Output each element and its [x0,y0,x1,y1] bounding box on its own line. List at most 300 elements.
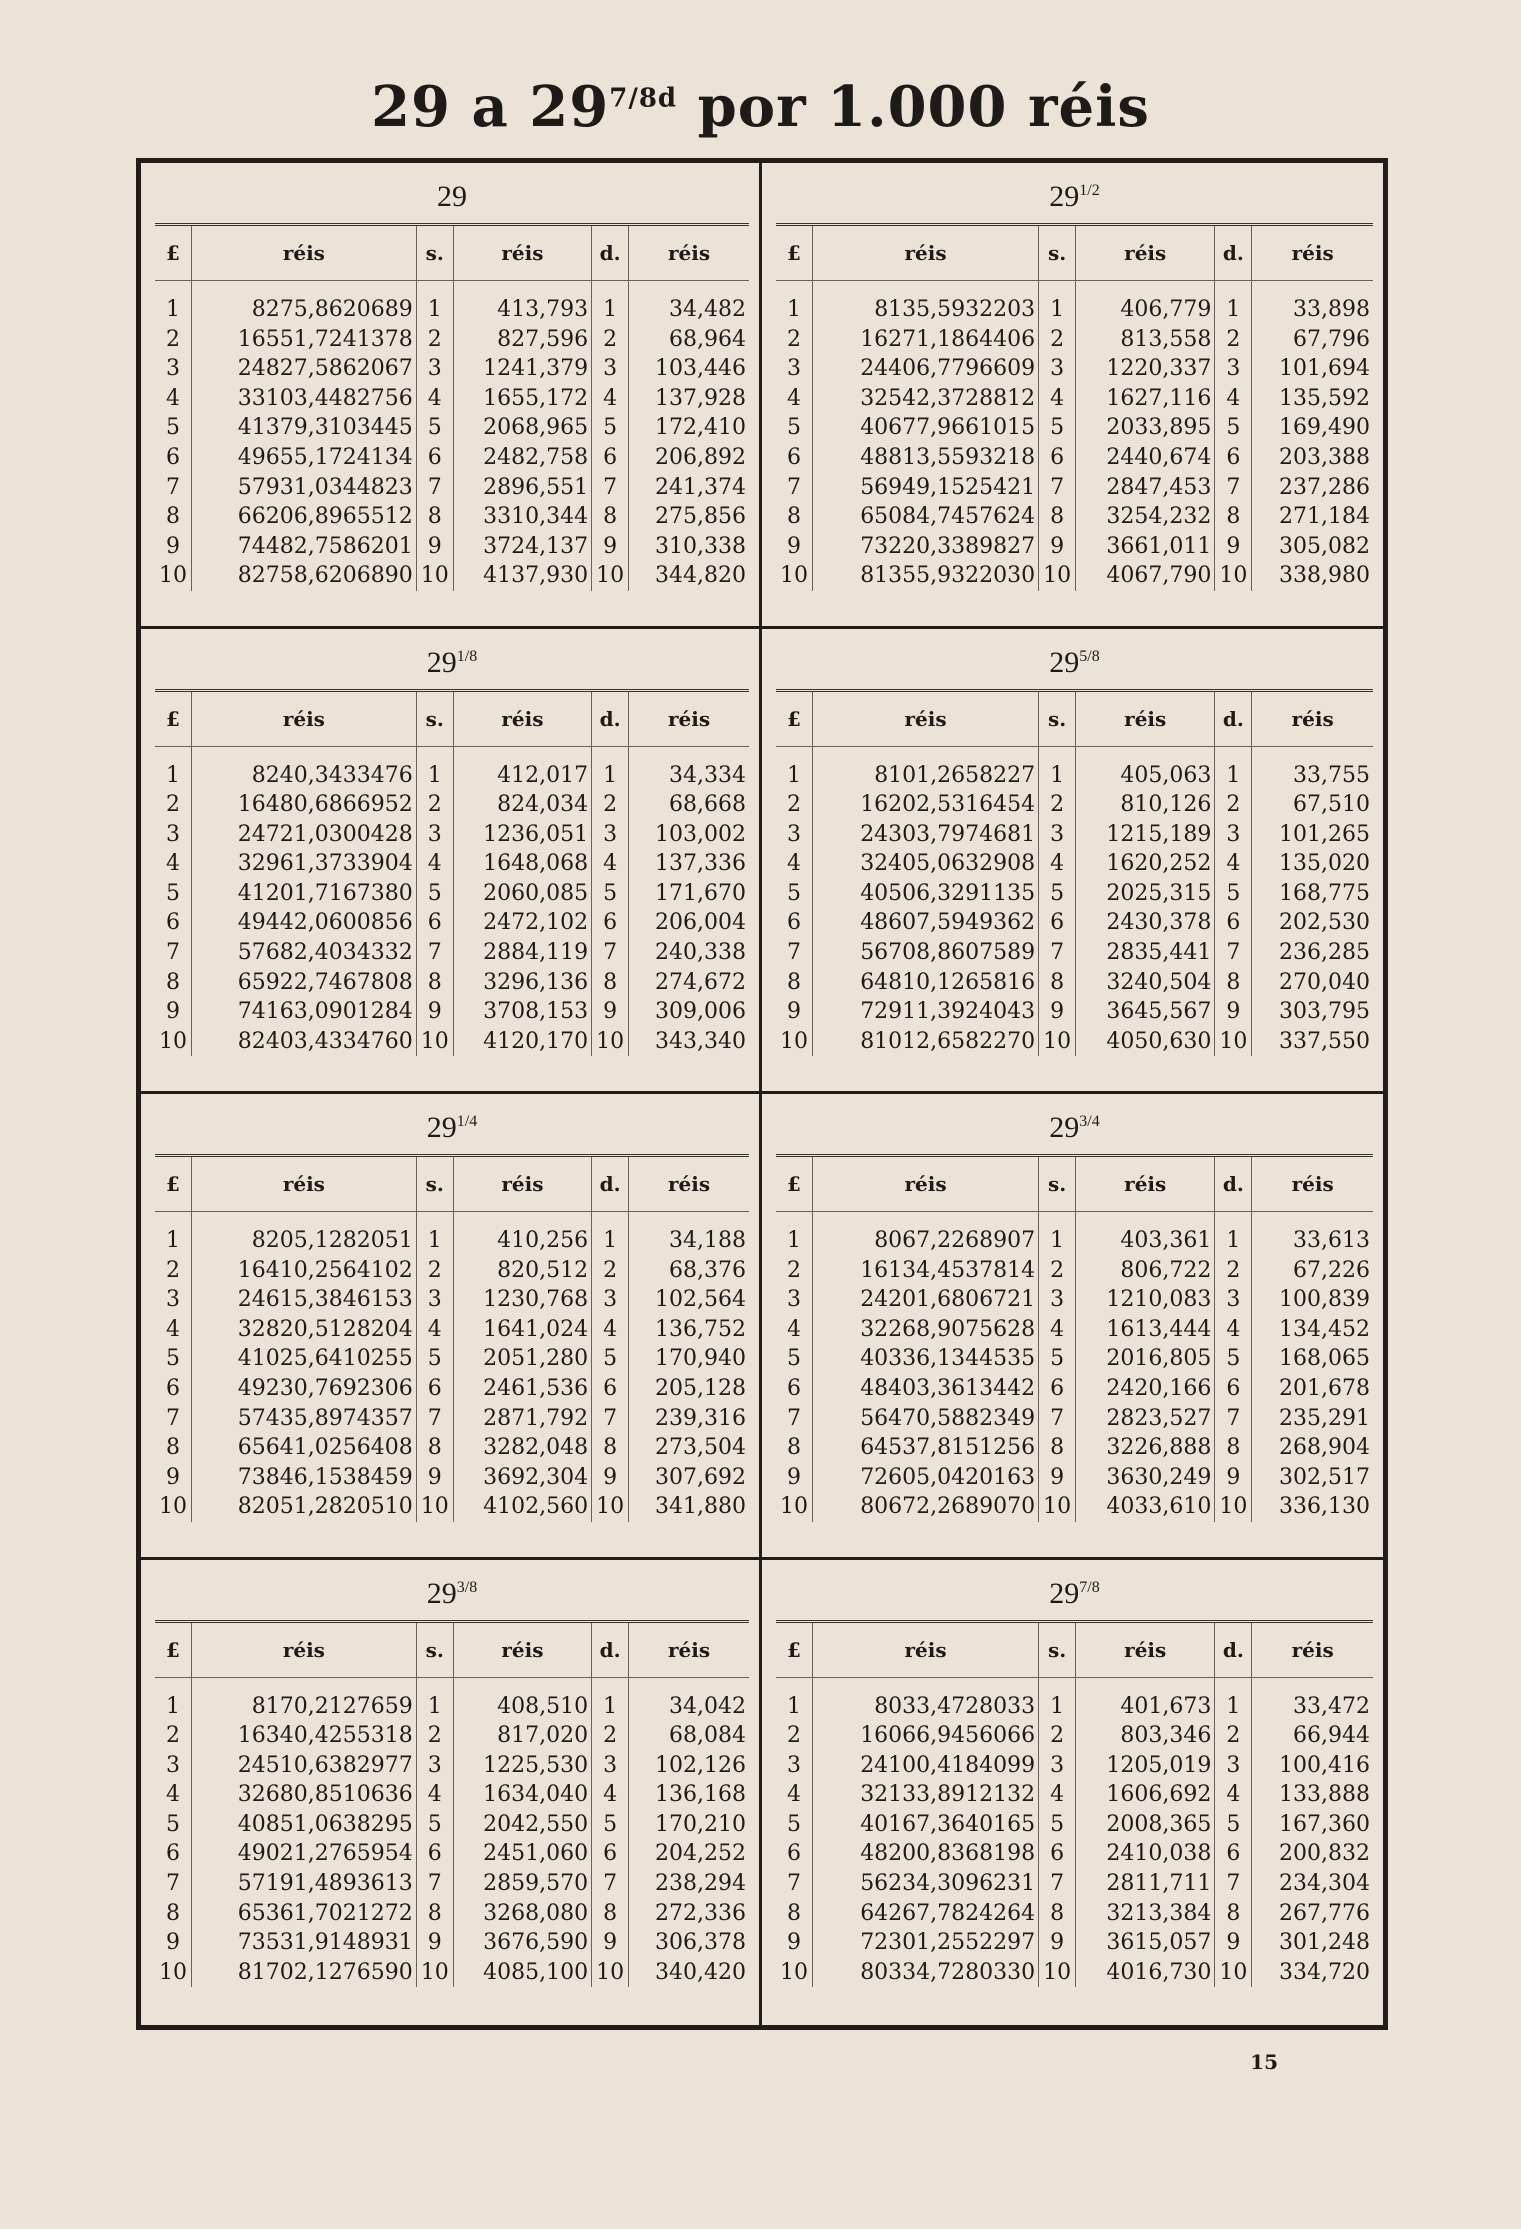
table-cell-value: 32542,3728812 [813,384,1039,414]
table-cell-value: 3615,057 [1076,1928,1215,1958]
table-cell-value: 3254,232 [1076,502,1215,532]
table-cell-value: 344,820 [655,563,746,589]
table-cell-quantity: 1 [592,281,629,325]
column-header-s: s. [416,226,453,281]
table-cell-value: 72605,0420163 [813,1463,1039,1493]
table-cell-quantity: 6 [416,1374,453,1404]
table-row [776,1899,1373,1929]
table-cell-value: 34,334 [669,762,746,788]
table-cell-value: 102,564 [655,1287,746,1313]
table-cell-quantity: 1 [1215,281,1252,325]
table-cell-value: 1634,040 [453,1780,591,1810]
table-cell-quantity: 4 [776,849,813,879]
table-cell-value: 33103,4482756 [192,384,417,414]
table-cell-quantity: 3 [592,1751,629,1781]
table-cell-value: 412,017 [453,746,591,790]
table-cell-quantity: 8 [416,502,453,532]
table-row [155,1810,749,1840]
table-cell-quantity: 10 [776,561,813,591]
table-cell-quantity: 9 [592,997,629,1027]
table-cell-value: 41201,7167380 [192,879,417,909]
table-row [776,1869,1373,1899]
table-cell-quantity: 9 [416,532,453,562]
table-cell-value: 74163,0901284 [192,997,417,1027]
table-cell-value: 24201,6806721 [813,1285,1039,1315]
table-cell-quantity: 7 [1039,938,1076,968]
table-cell-quantity: 4 [416,1315,453,1345]
table-cell-value: 40851,0638295 [192,1810,417,1840]
table-cell-quantity: 5 [1039,1810,1076,1840]
table-cell-value: 1205,019 [1076,1751,1215,1781]
table-cell-value: 80334,7280330 [813,1958,1039,1988]
table-cell-value: 4016,730 [1076,1958,1215,1988]
table-cell-value: 237,286 [1279,474,1370,500]
table-cell-quantity: 8 [155,1433,192,1463]
table-cell-value: 3310,344 [453,502,591,532]
table-cell-value: 48813,5593218 [813,443,1039,473]
column-header-pound: £ [155,692,192,747]
table-row [155,908,749,938]
table-row [776,502,1373,532]
table-cell-quantity: 8 [592,968,629,998]
column-header-pound: £ [155,1623,192,1678]
table-row [776,1751,1373,1781]
table-cell-quantity: 1 [1039,281,1076,325]
table-cell-value: 206,004 [655,910,746,936]
table-row [155,1256,749,1286]
page-number: 15 [1250,2050,1278,2074]
table-cell-quantity: 9 [776,997,813,1027]
table-cell-quantity: 3 [1215,354,1252,384]
table-cell-value: 65361,7021272 [192,1899,417,1929]
table-cell-value: 1230,768 [453,1285,591,1315]
table-cell-quantity: 6 [1215,443,1252,473]
table-cell-quantity: 3 [1039,354,1076,384]
table-row [776,1344,1373,1374]
table-cell-value: 24721,0300428 [192,820,417,850]
table-cell-value: 2440,674 [1076,443,1215,473]
table-cell-quantity: 8 [416,1433,453,1463]
table-cell-value: 68,964 [669,326,746,352]
table-cell-value: 8101,2658227 [813,746,1039,790]
table-cell-value: 200,832 [1279,1841,1370,1867]
table-cell-quantity: 9 [592,532,629,562]
table-cell-quantity: 7 [776,938,813,968]
table-cell-value: 238,294 [655,1871,746,1897]
table-cell-value: 1241,379 [453,354,591,384]
column-header-reis: réis [629,692,749,747]
table-cell-quantity: 5 [592,1810,629,1840]
table-cell-quantity: 5 [155,879,192,909]
table-cell-quantity: 2 [1039,325,1076,355]
table-row [776,820,1373,850]
table-row [155,849,749,879]
table-cell-quantity: 2 [155,325,192,355]
table-cell-quantity: 5 [1039,413,1076,443]
table-cell-value: 41379,3103445 [192,413,417,443]
table-cell-quantity: 9 [1215,532,1252,562]
table-cell-quantity: 6 [1215,1374,1252,1404]
table-cell-value: 274,672 [655,969,746,995]
table-cell-value: 16271,1864406 [813,325,1039,355]
rate-block [141,1094,762,1560]
table-row [155,938,749,968]
table-cell-quantity: 1 [416,746,453,790]
table-cell-value: 172,410 [655,415,746,441]
table-cell-value: 813,558 [1076,325,1215,355]
table-cell-quantity: 1 [592,1677,629,1721]
rate-fraction: 1/4 [456,1113,478,1130]
column-header-reis: réis [192,692,417,747]
table-row [155,1869,749,1899]
table-cell-quantity: 6 [592,1374,629,1404]
column-header-s: s. [1039,1623,1076,1678]
table-cell-quantity: 4 [1215,1780,1252,1810]
table-row [155,1315,749,1345]
rate-block [762,629,1383,1095]
table-cell-quantity: 6 [416,908,453,938]
table-cell-quantity: 6 [776,443,813,473]
table-row [776,1027,1373,1057]
table-cell-quantity: 10 [416,1027,453,1057]
table-row [155,997,749,1027]
table-cell-quantity: 2 [416,790,453,820]
rate-block [762,1094,1383,1560]
table-cell-value: 32680,8510636 [192,1780,417,1810]
table-cell-value: 32133,8912132 [813,1780,1039,1810]
table-cell-value: 65922,7467808 [192,968,417,998]
table-row [155,354,749,384]
table-cell-quantity: 2 [1039,790,1076,820]
table-cell-quantity: 1 [776,746,813,790]
table-cell-value: 2859,570 [453,1869,591,1899]
table-row [155,473,749,503]
table-cell-quantity: 6 [776,1839,813,1869]
table-cell-quantity: 10 [155,1492,192,1522]
table-cell-quantity: 6 [155,1374,192,1404]
table-cell-value: 2835,441 [1076,938,1215,968]
table-cell-value: 824,034 [453,790,591,820]
table-cell-value: 167,360 [1279,1811,1370,1837]
column-header-d: d. [592,226,629,281]
table-row [776,1958,1373,1988]
column-header-d: d. [592,1623,629,1678]
table-cell-quantity: 4 [776,384,813,414]
table-cell-quantity: 8 [155,502,192,532]
table-cell-quantity: 5 [592,413,629,443]
table-cell-value: 137,336 [655,851,746,877]
table-cell-quantity: 10 [1215,1492,1252,1522]
table-cell-value: 49230,7692306 [192,1374,417,1404]
table-cell-value: 67,510 [1293,792,1370,818]
table-cell-quantity: 4 [1215,1315,1252,1345]
table-row [155,1839,749,1869]
table-row [155,1721,749,1751]
table-cell-quantity: 2 [592,325,629,355]
table-cell-quantity: 7 [1039,1869,1076,1899]
table-cell-value: 2451,060 [453,1839,591,1869]
table-cell-quantity: 4 [155,1315,192,1345]
table-cell-value: 205,128 [655,1375,746,1401]
rate-block [141,629,762,1095]
table-cell-value: 170,210 [655,1811,746,1837]
table-row [155,1433,749,1463]
table-cell-value: 1613,444 [1076,1315,1215,1345]
table-cell-value: 2042,550 [453,1810,591,1840]
page-title [0,74,1521,140]
table-cell-quantity: 8 [1039,1899,1076,1929]
table-cell-value: 236,285 [1279,940,1370,966]
column-header-reis: réis [813,226,1039,281]
table-cell-quantity: 3 [416,354,453,384]
table-cell-quantity: 5 [155,1810,192,1840]
table-cell-quantity: 10 [776,1958,813,1988]
table-cell-quantity: 8 [155,968,192,998]
table-row [155,384,749,414]
table-cell-value: 241,374 [655,474,746,500]
table-cell-quantity: 4 [776,1315,813,1345]
rate-base: 29 [426,1576,457,1610]
column-header-d: d. [1215,1157,1252,1212]
table-cell-value: 32268,9075628 [813,1315,1039,1345]
table-cell-value: 4085,100 [453,1958,591,1988]
table-cell-quantity: 4 [592,384,629,414]
rate-table [155,226,749,591]
table-cell-value: 204,252 [655,1841,746,1867]
table-cell-value: 57191,4893613 [192,1869,417,1899]
table-cell-quantity: 6 [1215,908,1252,938]
table-cell-quantity: 10 [776,1492,813,1522]
column-header-reis: réis [629,1623,749,1678]
table-cell-value: 16340,4255318 [192,1721,417,1751]
table-cell-value: 302,517 [1279,1464,1370,1490]
table-cell-quantity: 7 [592,473,629,503]
table-cell-quantity: 7 [155,473,192,503]
table-cell-value: 2896,551 [453,473,591,503]
table-row [155,1344,749,1374]
table-cell-quantity: 8 [776,968,813,998]
table-cell-quantity: 5 [416,413,453,443]
table-cell-quantity: 7 [776,1404,813,1434]
rate-table [776,226,1373,591]
table-cell-value: 169,490 [1279,415,1370,441]
column-header-s: s. [1039,226,1076,281]
table-cell-value: 203,388 [1279,444,1370,470]
table-cell-quantity: 7 [592,1869,629,1899]
table-cell-quantity: 5 [1039,879,1076,909]
column-header-reis: réis [813,1623,1039,1678]
table-cell-value: 57682,4034332 [192,938,417,968]
table-row [155,790,749,820]
rate-fraction: 7/8 [1079,1578,1100,1596]
table-cell-value: 56949,1525421 [813,473,1039,503]
table-cell-value: 81355,9322030 [813,561,1039,591]
table-cell-quantity: 8 [776,502,813,532]
table-cell-value: 8135,5932203 [813,281,1039,325]
table-cell-quantity: 2 [592,1721,629,1751]
table-row [776,1256,1373,1286]
table-cell-value: 103,002 [655,821,746,847]
table-cell-quantity: 3 [776,1285,813,1315]
table-row [155,325,749,355]
column-header-reis: réis [1076,1623,1215,1678]
table-row [155,968,749,998]
table-cell-quantity: 6 [592,908,629,938]
table-cell-quantity: 2 [1215,1256,1252,1286]
table-cell-quantity: 3 [1039,820,1076,850]
table-cell-quantity: 9 [1039,1463,1076,1493]
table-cell-value: 3240,504 [1076,968,1215,998]
table-cell-value: 1655,172 [453,384,591,414]
table-row [776,1780,1373,1810]
table-row [155,1027,749,1057]
table-cell-value: 64537,8151256 [813,1433,1039,1463]
table-cell-value: 239,316 [655,1405,746,1431]
rate-block [141,1560,762,2026]
table-cell-quantity: 2 [155,790,192,820]
table-cell-value: 2482,758 [453,443,591,473]
table-cell-value: 307,692 [655,1464,746,1490]
table-cell-quantity: 6 [416,1839,453,1869]
table-cell-value: 67,226 [1293,1257,1370,1283]
column-header-reis: réis [1252,1623,1373,1678]
table-row [776,849,1373,879]
table-cell-value: 82403,4334760 [192,1027,417,1057]
table-cell-quantity: 4 [416,849,453,879]
column-header-reis: réis [192,1157,417,1212]
table-cell-quantity: 9 [776,1928,813,1958]
table-cell-quantity: 4 [1039,1315,1076,1345]
table-cell-quantity: 4 [1039,849,1076,879]
column-header-reis: réis [453,226,591,281]
table-cell-value: 806,722 [1076,1256,1215,1286]
rate-base: 29 [426,1111,457,1144]
table-cell-quantity: 9 [592,1463,629,1493]
table-cell-quantity: 4 [416,384,453,414]
table-cell-value: 2871,792 [453,1404,591,1434]
table-cell-value: 48403,3613442 [813,1374,1039,1404]
table-cell-value: 334,720 [1279,1959,1370,1985]
table-cell-quantity: 10 [592,1958,629,1988]
column-header-s: s. [416,1623,453,1678]
table-cell-value: 3708,153 [453,997,591,1027]
table-cell-value: 49021,2765954 [192,1839,417,1869]
column-header-pound: £ [776,1623,813,1678]
table-cell-quantity: 3 [592,354,629,384]
table-cell-value: 101,265 [1279,821,1370,847]
column-header-reis: réis [813,1157,1039,1212]
rate-fraction: 5/8 [1079,647,1100,665]
table-cell-quantity: 7 [592,1404,629,1434]
table-row [776,281,1373,325]
table-cell-value: 16480,6866952 [192,790,417,820]
table-cell-quantity: 5 [1215,879,1252,909]
table-cell-quantity: 3 [1215,1751,1252,1781]
table-cell-quantity: 1 [1039,1212,1076,1256]
table-cell-quantity: 8 [416,1899,453,1929]
table-cell-value: 803,346 [1076,1721,1215,1751]
table-cell-value: 3282,048 [453,1433,591,1463]
table-cell-value: 74482,7586201 [192,532,417,562]
table-cell-quantity: 5 [776,1344,813,1374]
table-cell-quantity: 1 [416,1212,453,1256]
table-cell-quantity: 5 [416,1344,453,1374]
table-cell-quantity: 2 [1215,325,1252,355]
table-cell-quantity: 9 [776,1463,813,1493]
table-cell-value: 100,839 [1279,1287,1370,1313]
table-cell-quantity: 9 [416,1928,453,1958]
table-cell-quantity: 7 [416,938,453,968]
table-cell-value: 56708,8607589 [813,938,1039,968]
table-cell-quantity: 5 [155,413,192,443]
column-header-d: d. [1215,226,1252,281]
table-cell-quantity: 4 [592,849,629,879]
rate-table [155,1623,749,1988]
table-cell-quantity: 1 [416,281,453,325]
column-header-reis: réis [1076,226,1215,281]
rate-base: 29 [1049,645,1080,679]
table-cell-quantity: 8 [1215,1433,1252,1463]
table-cell-value: 72301,2552297 [813,1928,1039,1958]
table-cell-quantity: 1 [1215,1677,1252,1721]
table-cell-quantity: 10 [155,1027,192,1057]
table-cell-value: 271,184 [1279,504,1370,530]
table-cell-value: 24303,7974681 [813,820,1039,850]
table-cell-quantity: 8 [155,1899,192,1929]
table-cell-value: 301,248 [1279,1930,1370,1956]
table-cell-value: 68,084 [669,1723,746,1749]
table-cell-quantity: 3 [416,820,453,850]
table-cell-value: 2884,119 [453,938,591,968]
table-cell-value: 16202,5316454 [813,790,1039,820]
table-cell-value: 32961,3733904 [192,849,417,879]
table-cell-quantity: 7 [1215,1869,1252,1899]
table-cell-quantity: 3 [592,1285,629,1315]
table-cell-value: 41025,6410255 [192,1344,417,1374]
table-cell-quantity: 6 [776,908,813,938]
table-cell-value: 1620,252 [1076,849,1215,879]
column-header-d: d. [592,692,629,747]
table-cell-value: 2051,280 [453,1344,591,1374]
rate-fraction: 1/2 [1079,182,1100,199]
table-cell-quantity: 4 [155,849,192,879]
table-cell-quantity: 5 [416,879,453,909]
table-cell-quantity: 8 [776,1899,813,1929]
table-cell-quantity: 4 [155,384,192,414]
table-cell-quantity: 9 [1039,1928,1076,1958]
rate-table [776,1623,1373,1988]
table-row [155,532,749,562]
table-cell-value: 3630,249 [1076,1463,1215,1493]
table-row [155,1374,749,1404]
table-cell-value: 16410,2564102 [192,1256,417,1286]
table-cell-quantity: 9 [155,532,192,562]
table-cell-quantity: 10 [1215,561,1252,591]
table-cell-quantity: 2 [416,325,453,355]
table-row [776,473,1373,503]
table-cell-value: 1210,083 [1076,1285,1215,1315]
table-row [776,908,1373,938]
table-row [776,354,1373,384]
column-header-s: s. [416,692,453,747]
conversion-table-frame [136,158,1388,2030]
table-cell-value: 1648,068 [453,849,591,879]
table-cell-quantity: 2 [776,1721,813,1751]
table-cell-value: 82051,2820510 [192,1492,417,1522]
table-row [776,1315,1373,1345]
table-cell-value: 272,336 [655,1900,746,1926]
table-cell-value: 66206,8965512 [192,502,417,532]
